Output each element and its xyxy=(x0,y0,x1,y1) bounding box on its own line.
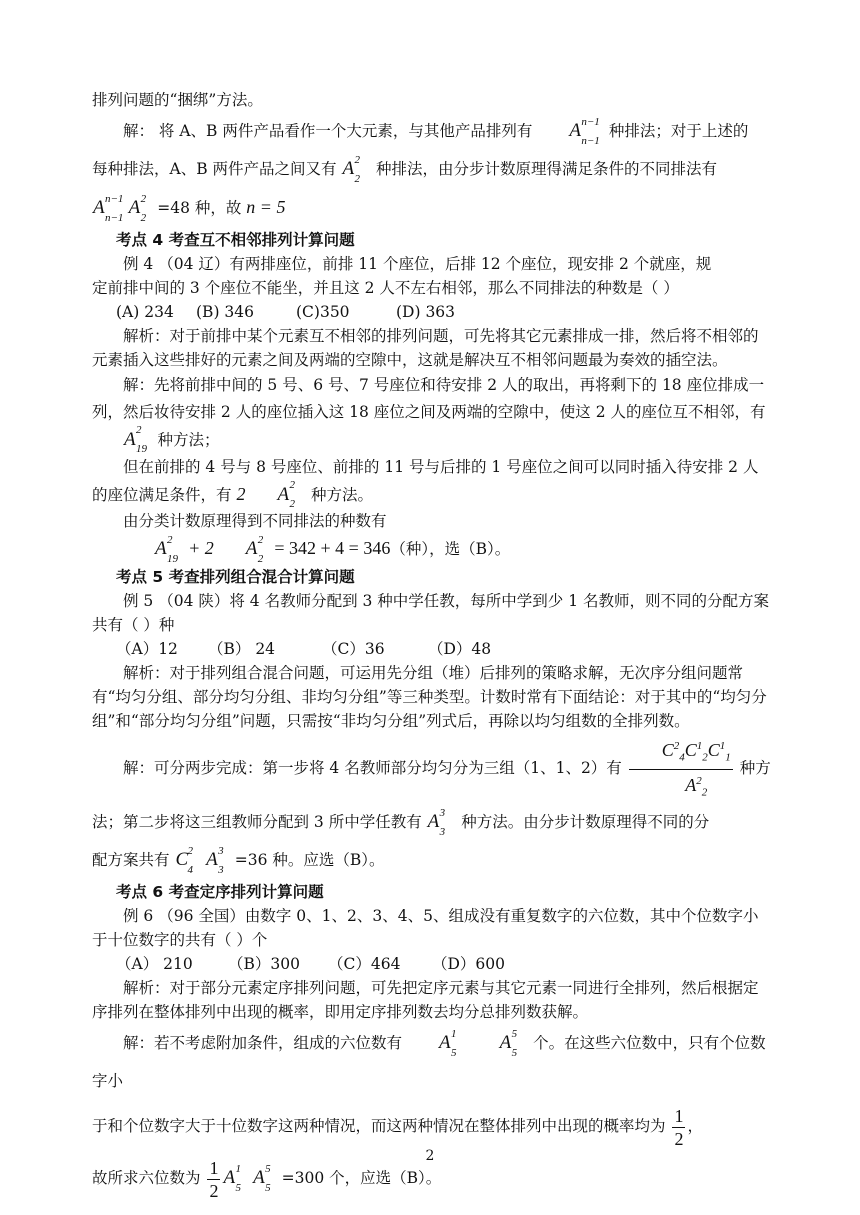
text-line: 配方案共有 C 2 4 A 3 3 =36 种。应选（B）。 xyxy=(92,841,772,879)
permutation-symbol: A 5 5 xyxy=(499,1028,518,1060)
solution-paragraph: 解：若不考虑附加条件，组成的六位数有 A 1 5 A 5 5 个。在这些六位数中，只有个位数字小 xyxy=(92,1024,772,1100)
permutation-symbol: A 2 19 xyxy=(155,534,178,565)
permutation-symbol: A 2 19 xyxy=(124,424,147,455)
page-number: 2 xyxy=(425,1148,435,1164)
permutation-symbol: A 3 3 xyxy=(427,807,446,839)
section-heading: 考点 4 考查互不相邻排列计算问题 xyxy=(116,231,355,249)
solution-paragraph: 解：先将前排中间的 5 号、6 号、7 号座位和待安排 2 人的取出，再将剩下的 18 座位排成一列，然后妆待安排 2 人的座位插入这 18 座位之间及两端的空隙中，使这 2 人的座位互不相邻，有 A 2 19 种方法； xyxy=(92,376,766,455)
options-row: （A） 210 （B）300 （C）464 （D）600 xyxy=(116,955,506,974)
options-row: (A) 234 (B) 346 (C)350 (D) 363 xyxy=(116,303,456,321)
text-line: A n−1 n−1 A 2 2 =48 种，故 n = 5 xyxy=(92,188,772,227)
permutation-symbol: A 1 5 xyxy=(223,1163,241,1195)
text-line: 于和个位数字大于十位数字这两种情况，而这两种情况在整体排列中出现的概率均为 $\frac{1}{2}$ ， xyxy=(92,1105,703,1149)
permutation-symbol: A 2 2 xyxy=(277,479,295,510)
solution-paragraph: 但在前排的 4 号与 8 号座位、前排的 11 号与后排的 1 号座位之间可以同时插入待安排 2 人的座位满足条件，有 2 A 2 2 种方法。 xyxy=(92,458,759,510)
permutation-symbol: A 2 2 xyxy=(128,193,147,224)
section-heading: 考点 5 考查排列组合混合计算问题 xyxy=(116,568,355,586)
text-line: 由分类计数原理得到不同排法的种数有 xyxy=(123,512,387,530)
example-line: 定前排中间的 3 个座位不能坐，并且这 2 人不左右相邻，那么不同排法的种数是（ ） xyxy=(92,279,679,297)
permutation-symbol: A 5 5 xyxy=(253,1163,271,1195)
text-line: 法；第二步将这三组教师分配到 3 所中学任教有 A 3 3 种方法。由分步计数原理得不同的分 xyxy=(92,803,772,841)
permutation-symbol: A n−1 n−1 xyxy=(93,193,124,224)
analysis-paragraph: 解析：对于部分元素定序排列问题，可先把定序元素与其它元素一同进行全排列，然后根据定序排列在整体排列中出现的概率，即用定序排列数去均分总排列数获解。 xyxy=(92,979,759,1022)
fraction-half: $\frac{1}{2}$ xyxy=(674,1105,684,1149)
solution-paragraph: 解： 将 A、B 两件产品看作一个大元素，与其他产品排列有 A n−1 n−1 种排法；对于上述的 xyxy=(92,112,772,150)
fraction: $\frac{C^2_4C^1_2C^1_1}{A^2_2}$ xyxy=(629,735,733,803)
example-line: 例 4 （04 辽）有两排座位，前排 11 个座位，后排 12 个座位，现安排 2 个就座，规 xyxy=(123,255,712,273)
analysis-paragraph: 解析：对于排列组合混合问题，可运用先分组（堆）后排列的策略求解，无次序分组问题常有“均匀分组、部分均匀分组、非均匀分组”等三种类型。计数时常有下面结论：对于其中的“均匀分组”和“部分均匀分组”问题，只需按“非均匀分组”列式后，再除以均匀组数的全排列数。 xyxy=(92,664,767,730)
options-row: （A）12 （B） 24 （C）36 （D）48 xyxy=(116,640,492,658)
text-line: 排列问题的“捆绑”方法。 xyxy=(92,91,263,109)
fraction-half: $\frac{1}{2}$ xyxy=(209,1157,219,1201)
permutation-symbol: A 2 2 xyxy=(342,154,360,185)
example-paragraph: 例 6 （96 全国）由数字 0、1、2、3、4、5、组成没有重复数字的六位数，其中个位数字小于十位数字的共有（ ）个 xyxy=(92,907,759,950)
permutation-symbol: A 1 5 xyxy=(438,1028,457,1060)
document-page xyxy=(92,88,772,1204)
solution-paragraph: 解：可分两步完成：第一步将 4 名教师部分均匀分为三组（1、1、2）有 $\frac{C^2_4C^1_2C^1_1}{A^2_2}$ 种方 xyxy=(92,735,772,803)
text-line: 每种排法，A、B 两件产品之间又有 A 2 2 种排法，由分步计数原理得满足条件的不同排法有 xyxy=(92,150,772,188)
permutation-symbol: A 3 3 xyxy=(206,845,224,877)
text-line: 故所求六位数为 $\frac{1}{2}$ A 1 5 A 5 5 =300 个，应选（B）。 xyxy=(92,1152,772,1204)
example-paragraph: 例 5 （04 陕）将 4 名教师分配到 3 种中学任教，每所中学到少 1 名教师，则不同的分配方案共有（ ）种 xyxy=(92,592,770,634)
permutation-symbol: A n−1 n−1 xyxy=(569,116,600,147)
permutation-symbol: A 2 2 xyxy=(245,534,264,565)
analysis-paragraph: 解析：对于前排中某个元素互不相邻的排列问题，可先将其它元素排成一排，然后将不相邻的元素插入这些排好的元素之间及两端的空隙中，这就是解决互不相邻问题最为奏效的插空法。 xyxy=(92,327,759,369)
equation-line: A 2 19 + 2 A 2 2 = 342 + 4 = 346（种），选（B）。 xyxy=(92,533,772,564)
combination-symbol: C 2 4 xyxy=(175,845,193,877)
section-heading: 考点 6 考查定序排列计算问题 xyxy=(116,883,324,902)
